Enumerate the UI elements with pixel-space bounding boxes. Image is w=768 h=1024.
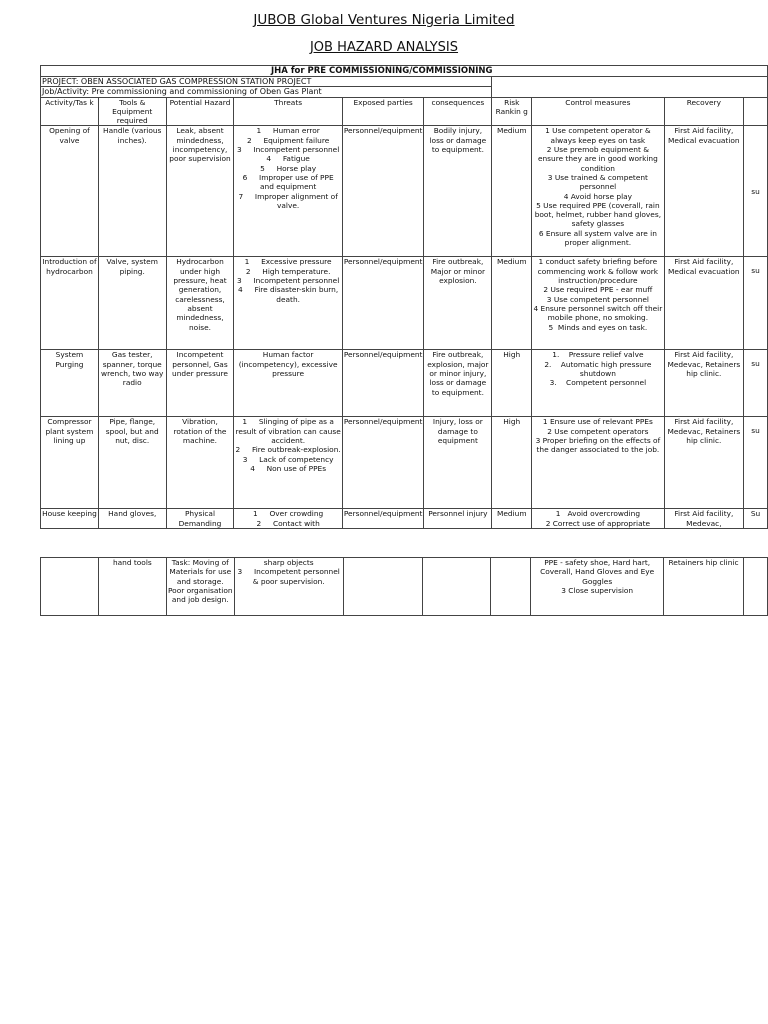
cell-exposed: Personnel/equipment <box>342 350 424 417</box>
header-control: Control measures <box>532 97 664 126</box>
cell-risk: Medium <box>492 257 532 350</box>
cell-activity: Compressor plant system lining up <box>41 417 99 509</box>
cell-hazard: Physical Demanding <box>166 509 234 529</box>
cell-extra: su <box>744 417 768 509</box>
cell-consequences: Fire outbreak, Major or minor explosion. <box>424 257 492 350</box>
header-row <box>41 97 768 126</box>
cell-recovery: First Aid facility, Medical evacuation <box>664 126 744 257</box>
cell-activity: Opening of valve <box>41 126 99 257</box>
cell-tools: Hand gloves, <box>98 509 166 529</box>
cell-exposed: Personnel/equipment <box>342 509 424 529</box>
cell-hazard: Leak, absent mindedness, incompetency, poor supervision <box>166 126 234 257</box>
activity-line-spacer <box>492 87 768 97</box>
table-row <box>41 257 768 350</box>
header-tools: Tools & Equipment required <box>98 97 166 126</box>
cell-extra: Su <box>744 509 768 529</box>
cell-consequences: Personnel injury <box>424 509 492 529</box>
cell-threats: sharp objects 3 Incompetent personnel & poor supervision. <box>234 558 343 616</box>
header-threats: Threats <box>234 97 342 126</box>
cell-threats: 1 Human error 2 Equipment failure 3 Incompetent personnel 4 Fatigue 5 Horse play 6 Improper use of PPE and equipment 7 Improper alignment of valve. <box>234 126 342 257</box>
table-row <box>41 126 768 257</box>
cell-tools: Gas tester, spanner, torque wrench, two way radio <box>98 350 166 417</box>
table-row <box>41 558 768 616</box>
header-hazard: Potential Hazard <box>166 97 234 126</box>
cell-consequences: Fire outbreak, explosion, major or minor injury, loss or damage to equipment. <box>424 350 492 417</box>
cell-activity: House keeping <box>41 509 99 529</box>
company-name: JUBOB Global Ventures Nigeria Limited <box>253 12 515 28</box>
cell-exposed: Personnel/equipment <box>342 417 424 509</box>
header-consequences: consequences <box>424 97 492 126</box>
cell-tools: hand tools <box>98 558 166 616</box>
cell-hazard: Incompetent personnel, Gas under pressure <box>166 350 234 417</box>
header-activity: Activity/Tas k <box>41 97 99 126</box>
cell-threats: 1 Slinging of pipe as a result of vibration can cause accident. 2 Fire outbreak-explosion. 3 Lack of competency 4 Non use of PPEs <box>234 417 342 509</box>
cell-risk: High <box>492 350 532 417</box>
cell-exposed: Personnel/equipment <box>342 257 424 350</box>
cell-activity <box>41 558 99 616</box>
header-extra <box>744 97 768 126</box>
cell-extra: su <box>744 350 768 417</box>
table-row <box>41 509 768 529</box>
cell-hazard: Task: Moving of Materials for use and storage. Poor organisation and job design. <box>166 558 234 616</box>
cell-control: 1 Avoid overcrowding 2 Correct use of appropriate <box>532 509 664 529</box>
cell-consequences <box>423 558 491 616</box>
cell-tools: Handle (various inches). <box>98 126 166 257</box>
cell-recovery: First Aid facility, Medevac, <box>664 509 744 529</box>
table-row <box>41 350 768 417</box>
cell-recovery: First Aid facility, Medevac, Retainers hip clinic. <box>664 350 744 417</box>
cell-exposed <box>343 558 423 616</box>
cell-threats: Human factor (incompetency), excessive pressure <box>234 350 342 417</box>
cell-extra: su <box>744 126 768 257</box>
cell-risk: Medium <box>492 509 532 529</box>
cell-exposed: Personnel/equipment <box>342 126 424 257</box>
jha-table-continued <box>40 557 768 616</box>
cell-consequences: Injury, loss or damage to equipment <box>424 417 492 509</box>
activity-line: Job/Activity: Pre commissioning and commissioning of Oben Gas Plant <box>41 87 492 97</box>
cell-control: PPE - safety shoe, Hard hart, Coverall, Hand Gloves and Eye Goggles 3 Close supervision <box>531 558 664 616</box>
cell-risk: High <box>492 417 532 509</box>
cell-recovery: Retainers hip clinic <box>664 558 744 616</box>
cell-consequences: Bodily injury, loss or damage to equipment. <box>424 126 492 257</box>
cell-control: 1 Use competent operator & always keep eyes on task 2 Use premob equipment & ensure they are in good working condition 3 Use trained & competent personnel 4 Avoid horse play 5 Use required PPE (coverall, rain boot, helmet, rubber hand gloves, safety glasses 6 Ensure all system valve are in proper alignment. <box>532 126 664 257</box>
cell-hazard: Vibration, rotation of the machine. <box>166 417 234 509</box>
table-row <box>41 417 768 509</box>
cell-recovery: First Aid facility, Medevac, Retainers hip clinic. <box>664 417 744 509</box>
cell-activity: Introduction of hydrocarbon <box>41 257 99 350</box>
cell-control: 1 conduct safety briefing before commencing work & follow work instruction/procedure 2 Use required PPE - ear muff 3 Use competent personnel 4 Ensure personnel switch off their mobile phone, no smoking. 5 Minds and eyes on task. <box>532 257 664 350</box>
cell-control: 1. Pressure relief valve 2. Automatic high pressure shutdown 3. Competent personnel <box>532 350 664 417</box>
cell-extra: su <box>744 257 768 350</box>
header-recovery: Recovery <box>664 97 744 126</box>
cell-risk <box>491 558 531 616</box>
cell-tools: Valve, system piping. <box>98 257 166 350</box>
cell-tools: Pipe, flange, spool, but and nut, disc. <box>98 417 166 509</box>
project-line: PROJECT: OBEN ASSOCIATED GAS COMPRESSION STATION PROJECT <box>41 77 492 87</box>
cell-activity: System Purging <box>41 350 99 417</box>
project-line-spacer <box>492 77 768 87</box>
jha-table <box>40 65 768 529</box>
document-title: JOB HAZARD ANALYSIS <box>309 40 459 55</box>
cell-threats: 1 Excessive pressure 2 High temperature. 3 Incompetent personnel 4 Fire disaster-skin burn, death. <box>234 257 342 350</box>
header-risk: Risk Rankin g <box>492 97 532 126</box>
header-exposed: Exposed parties <box>342 97 424 126</box>
cell-risk: Medium <box>492 126 532 257</box>
cell-control: 1 Ensure use of relevant PPEs 2 Use competent operators 3 Proper briefing on the effects of the danger associated to the job. <box>532 417 664 509</box>
cell-threats: 1 Over crowding 2 Contact with <box>234 509 342 529</box>
jha-title: JHA for PRE COMMISSIONING/COMMISSIONING <box>41 66 768 77</box>
cell-recovery: First Aid facility, Medical evacuation <box>664 257 744 350</box>
cell-hazard: Hydrocarbon under high pressure, heat generation, carelessness, absent mindedness, noise. <box>166 257 234 350</box>
cell-extra <box>743 558 767 616</box>
